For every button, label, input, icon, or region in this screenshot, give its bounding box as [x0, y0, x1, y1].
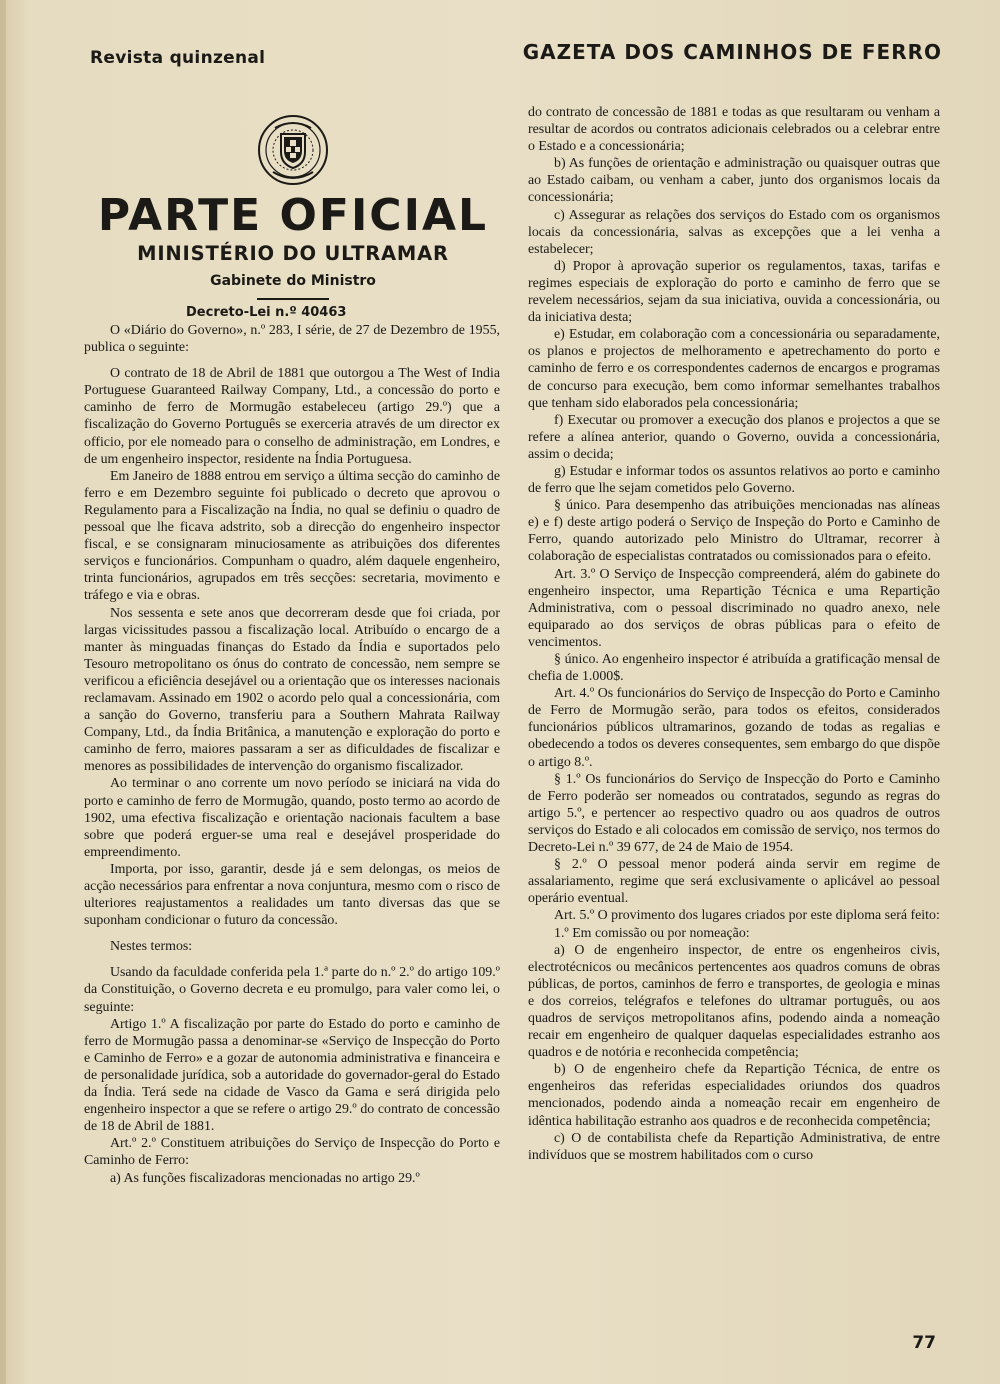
paragraph: f) Executar ou promover a execução dos planos e projectos a que se refere a alínea anterior, quando o Governo, ouvida a concessionária, assim o decida;: [528, 412, 940, 462]
paragraph: § único. Para desempenho das atribuições mencionadas nas alíneas e) e f) deste artigo poderá o Serviço de Inspeção do Porto e Caminho de Ferro, quando autorizado pelo Ministro do Ultramar, recorrer à colaboração de especialistas contratados ou comissionados para o efeito.: [528, 498, 940, 565]
paragraph: b) O de engenheiro chefe da Repartição Técnica, de entre os engenheiros das referidas especialidades oriundos dos quadros mencionados, podendo ainda a nomeação recair em engenheiro de idêntica habilitação estranho aos quadros e de reconhecida competência;: [528, 1062, 940, 1129]
paragraph: b) As funções de orientação e administração ou quaisquer outras que ao Estado caibam, ou venham a caber, junto dos organismos locais da concessionária;: [528, 156, 940, 206]
paragraph: Ao terminar o ano corrente um novo período se iniciará na vida do porto e caminho de ferro de Mormugão, quando, posto termo ao acordo de 1902, uma efectiva fiscalização e orientação nacionais facultem a base sobre que poderá erguer-se uma real e desejável prosperidade do empreendimento.: [84, 776, 500, 860]
page-number: 77: [912, 1333, 936, 1353]
paragraph: Importa, por isso, garantir, desde já e sem delongas, os meios de acção necessários para enfrentar a nova conjuntura, mesmo com o risco de ulteriores reajustamentos a realidades um tanto diversas das que se suponham condicionar o futuro da concessão.: [84, 861, 500, 929]
paragraph: Art. 5.º O provimento dos lugares criados por este diploma será feito:: [554, 908, 940, 924]
right-column: [528, 104, 940, 1164]
paragraph: § 1.º Os funcionários do Serviço de Inspecção do Porto e Caminho de Ferro poderão ser nomeados ou contratados, segundo as regras do artigo 5.º, e pertencer ao respectivo quadro ou aos quadros de outros serviços do Estado e ali colocados em comissão de serviço, nos termos do Decreto-Lei n.º 39 677, de 24 de Maio de 1954.: [528, 771, 940, 856]
paragraph: c) Assegurar as relações dos serviços do Estado com os organismos locais da concessionária, salvas as excepções que a lei venha a estabelecer;: [528, 207, 940, 257]
paragraph: a) As funções fiscalizadoras mencionadas no artigo 29.º: [110, 1170, 420, 1186]
masthead: [84, 110, 502, 320]
paragraph: § único. Ao engenheiro inspector é atribuída a gratificação mensal de chefia de 1.000$.: [528, 652, 940, 685]
running-head-right: GAZETA DOS CAMINHOS DE FERRO: [522, 40, 942, 64]
paragraph: O contrato de 18 de Abril de 1881 que outorgou a The West of India Portuguese Guaranteed Railway Company, Ltd., a concessão do porto e caminho de ferro de Mormugão estabeleceu (artigo 29.º) que a fiscalização do Governo Português se exerceria através de um director ex officio, por ele nomeado para o conselho de administração, em Londres, e de um engenheiro inspector, residente na Índia Portuguesa.: [84, 366, 500, 467]
paragraph: c) O de contabilista chefe da Repartição Administrativa, de entre indivíduos que se mostrem habilitados com o curso: [528, 1130, 940, 1163]
paragraph: Artigo 1.º A fiscalização por parte do Estado do porto e caminho de ferro de Mormugão passa a denominar-se «Serviço de Inspecção do Porto e Caminho de Ferro» e a gozar de autonomia administrativa e financeira e de personalidade jurídica, sob a autoridade do governador-geral do Estado da Índia. Terá sede na cidade de Vasco da Gama e será dirigida pelo engenheiro inspector a que se refere o artigo 29.º do contrato de concessão de 18 de Abril de 1881.: [84, 1016, 500, 1135]
paragraph: d) Propor à aprovação superior os regulamentos, taxas, tarifas e regimes especiais de exploração do porto e caminho de ferro que se revelem necessários, sejam da sua iniciativa, ouvida a concessionária, ou da iniciativa desta;: [528, 258, 940, 326]
cabinet-heading: Gabinete do Ministro: [210, 273, 376, 289]
paragraph: Nestes termos:: [110, 939, 193, 955]
page-title: PARTE OFICIAL: [97, 190, 489, 241]
title-rule: [257, 298, 329, 300]
paragraph: Art. 4.º Os funcionários do Serviço de Inspecção do Porto e Caminho de Ferro de Mormugão serão, para todos os efeitos, considerados funcionários públicos ultramarinos, gozando de todas as regalias e obedecendo a todos os deveres consequentes, sem embargo do que dispõe o artigo 8.º.: [528, 686, 940, 770]
paragraph: do contrato de concessão de 1881 e todas as que resultaram ou venham a resultar de acordos ou contratos adicionais celebrados ou a celebrar entre o Estado e a concessionária;: [528, 105, 940, 155]
paragraph: Usando da faculdade conferida pela 1.ª parte do n.º 2.º do artigo 109.º da Constituição, o Governo decreta e eu promulgo, para valer como lei, o seguinte:: [84, 965, 500, 1015]
paragraph: Art. 3.º O Serviço de Inspecção compreenderá, além do gabinete do engenheiro inspector, uma Repartição Técnica e uma Repartição Administrativa, com o pessoal discriminado no quadro anexo, nele equiparado ao dos serviços de obras públicas para o efeito de vencimentos.: [528, 566, 940, 650]
paragraph: O «Diário do Governo», n.º 283, I série, de 27 de Dezembro de 1955, publica o seguinte:: [84, 323, 500, 356]
paragraph: 1.º Em comissão ou por nomeação:: [554, 925, 750, 941]
paragraph: e) Estudar, em colaboração com a concessionária ou separadamente, os planos e projectos de melhoramento e apetrechamento do porto e caminho de ferro e os correspondentes cadernos de encargos e programas de concurso para execução, bem como informar semelhantes trabalhos que tenham sido elaborados pela concessionária;: [528, 327, 940, 411]
paragraph: Art.º 2.º Constituem atribuições do Serviço de Inspecção do Porto e Caminho de Ferro:: [84, 1136, 500, 1169]
paragraph: Nos sessenta e sete anos que decorreram desde que foi criada, por largas vicissitudes passou a fiscalização local. Atribuído o encargo de a manter às minguadas finanças do Estado da Índia e suportados pelo Tesouro metropolitano os ónus do contrato de concessão, nem sempre se verificou a eficiência desejável ou a orientação que os interesses nacionais reclamavam. Assinado em 1902 o acordo pelo qual a concessionária, com a sanção do Governo, transferiu para a Southern Mahrata Railway Company, Ltd., da Índia Britânica, a manutenção e exploração do porto e caminho de ferro, maiores passaram a ser as dificuldades de fiscalizar e menores as possibilidades de intervenção do organismo fiscalizador.: [84, 605, 500, 775]
left-column: [84, 322, 500, 1187]
running-head-left: Revista quinzenal: [90, 48, 266, 68]
binding-edge: [0, 0, 6, 1384]
paragraph: § 2.º O pessoal menor poderá ainda servir em regime de assalariamento, regime que será exclusivamente o aplicável ao pessoal operário eventual.: [528, 857, 940, 907]
paragraph: g) Estudar e informar todos os assuntos relativos ao porto e caminho de ferro que lhe sejam cometidos pelo Governo.: [528, 463, 940, 497]
paragraph: a) O de engenheiro inspector, de entre os engenheiros civis, electrotécnicos ou mecânicos pertencentes aos quadros comuns de obras públicas, de portos, caminhos de ferro e transportes, de geologia e minas e dos correios, telégrafos e telefones do ultramar português, ou aos quadros de serviços metropolitanos afins, podendo ainda a nomeação recair em engenheiro de qualquer daquelas especialidades estranho aos quadros e de notória e reconhecida competência;: [528, 942, 940, 1061]
ministry-heading: MINISTÉRIO DO ULTRAMAR: [137, 242, 449, 265]
decree-heading: Decreto-Lei n.º 40463: [186, 305, 347, 320]
paragraph: Em Janeiro de 1888 entrou em serviço a última secção do caminho de ferro e em Dezembro seguinte foi publicado o decreto que aprovou o Regulamento para a Fiscalização na Índia, no qual se definiu o quadro de pessoal que lhe ficava adstrito, sob a direcção do engenheiro inspector fiscal, e se consignaram minuciosamente as atribuições dos diferentes serviços e funcionários. Compunham o quadro, além daquele engenheiro, trinta funcionários, agrupados em três secções: secretaria, movimento e tráfego e via e obras.: [84, 468, 500, 604]
coat-of-arms-icon: [253, 110, 333, 190]
